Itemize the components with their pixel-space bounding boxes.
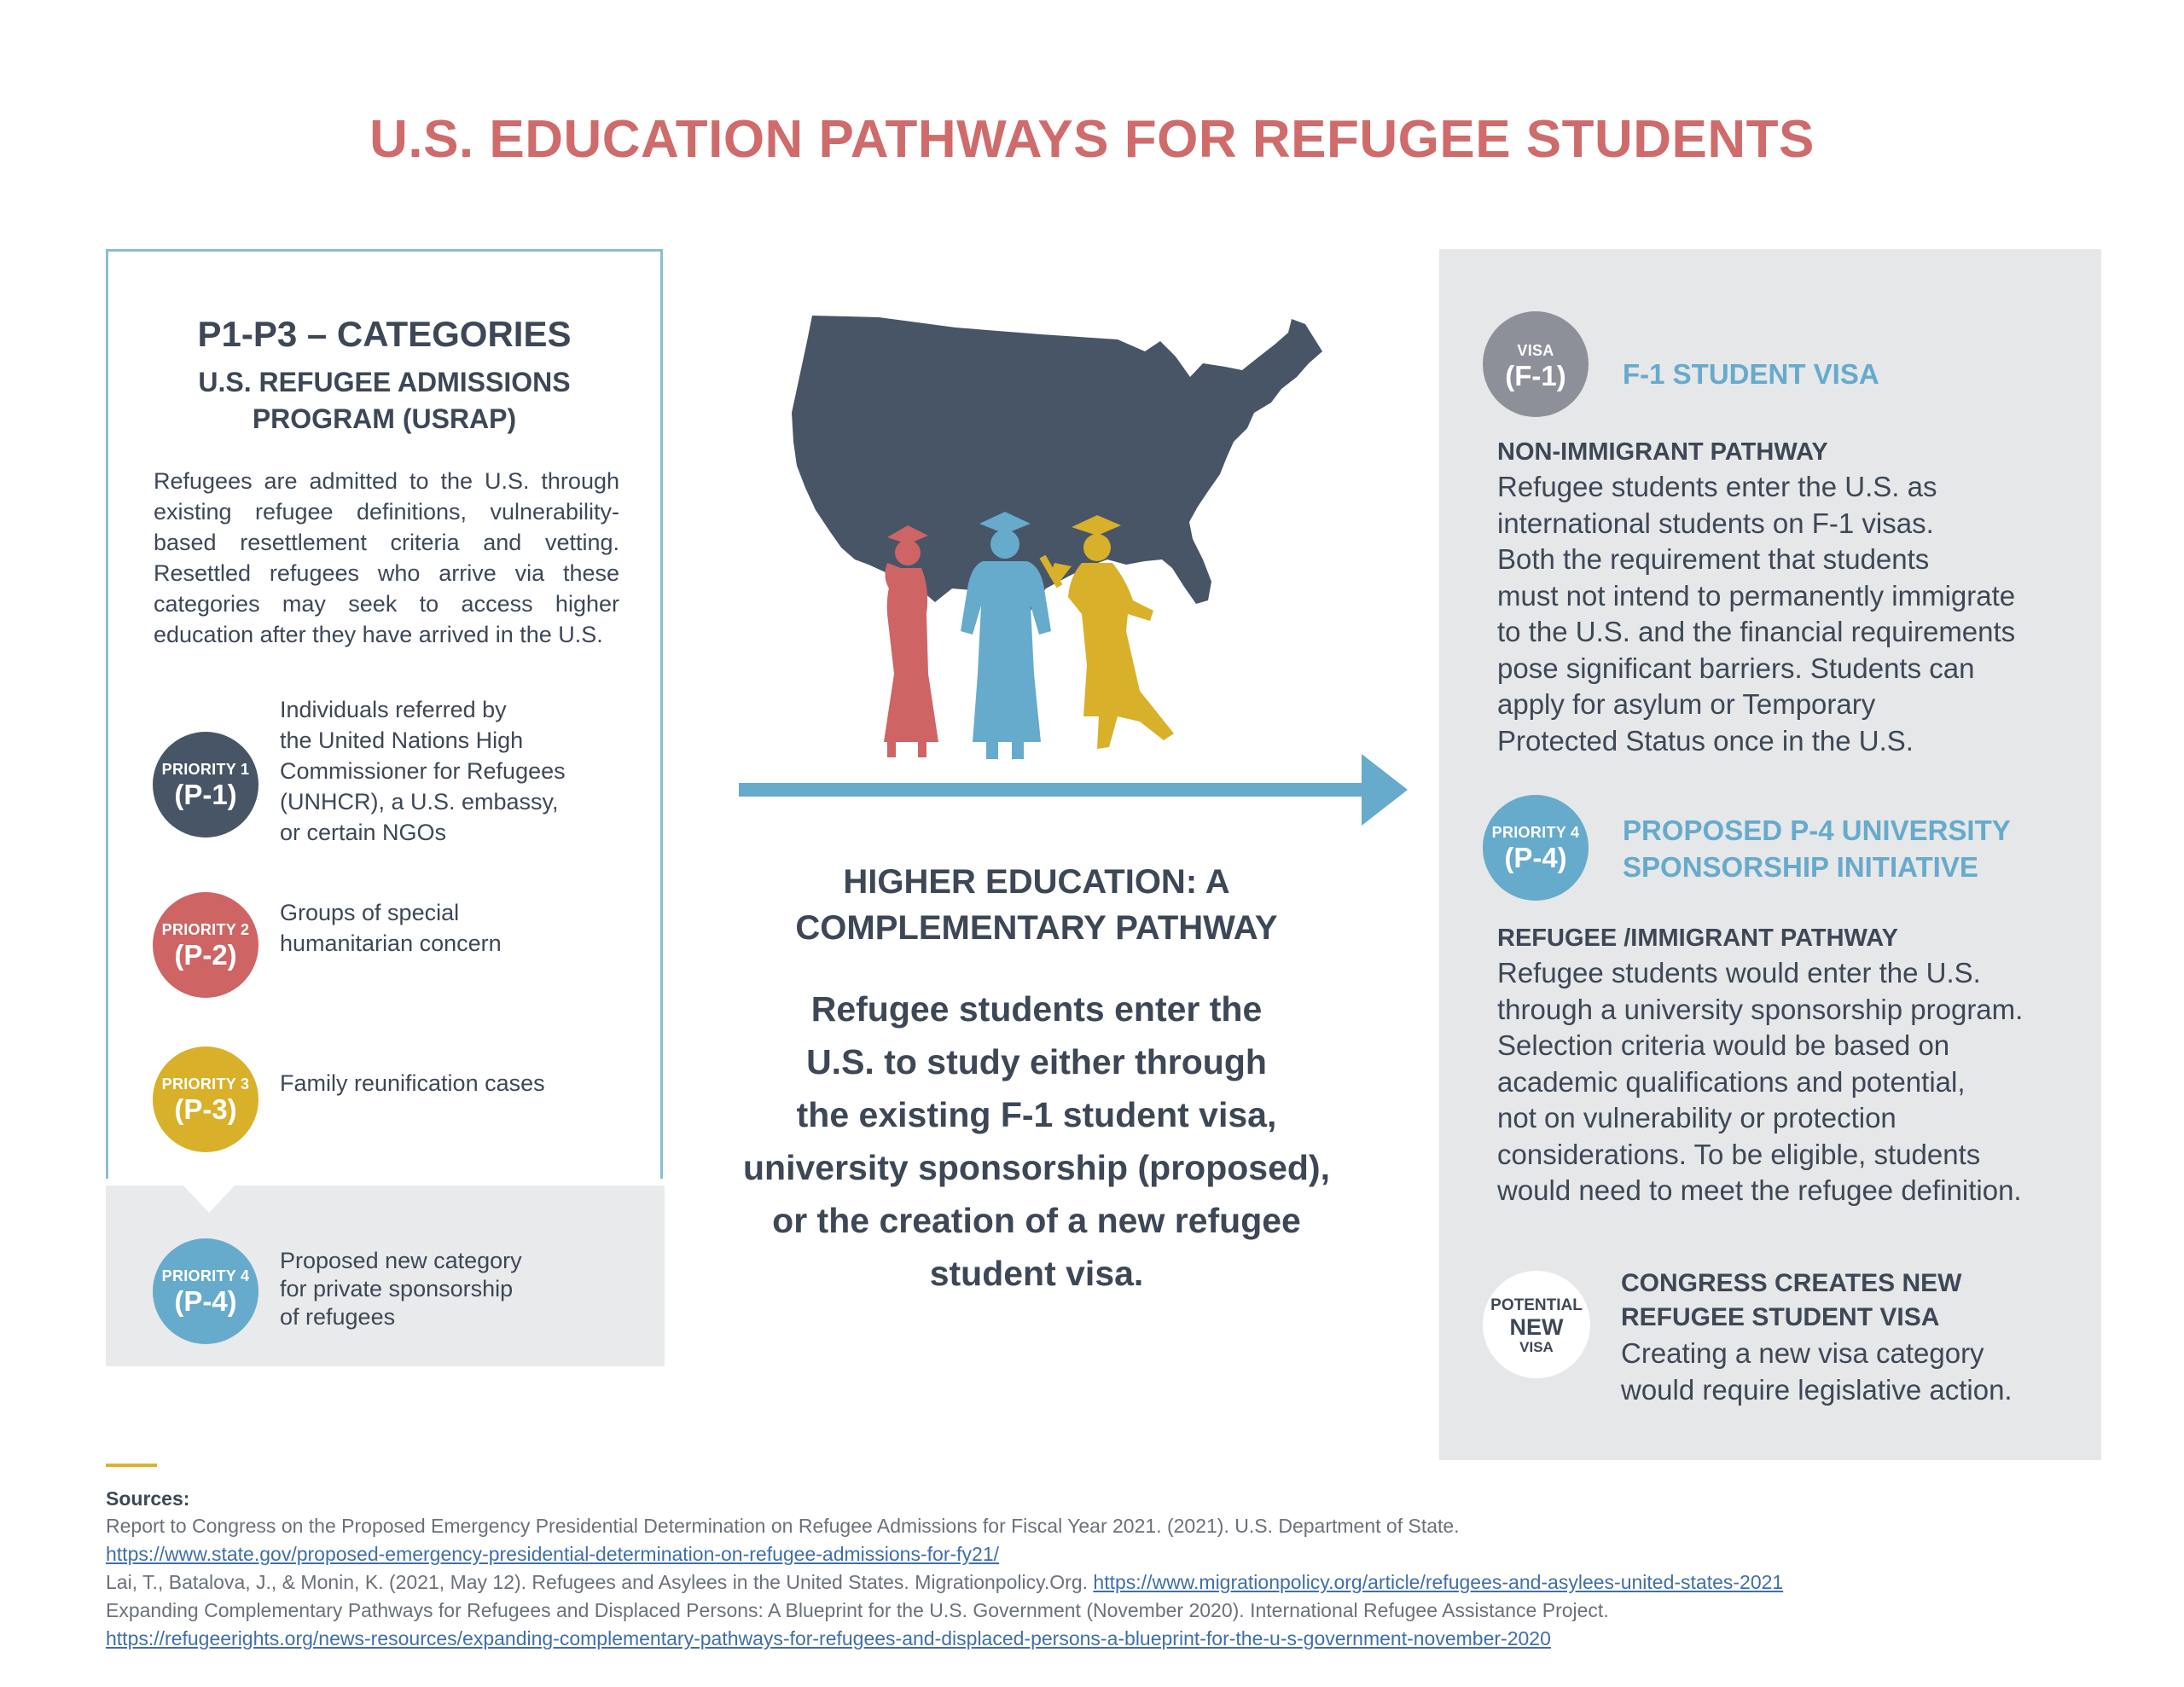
p4-pathway-label: REFUGEE /IMMIGRANT PATHWAY bbox=[1497, 925, 1898, 952]
source-3-link-row bbox=[106, 1627, 1551, 1650]
p4-badge-code: (P-4) bbox=[1504, 842, 1567, 873]
new-visa-badge bbox=[1483, 1271, 1590, 1378]
priority-1-label: PRIORITY 1 bbox=[161, 761, 250, 778]
priority-1-line: or certain NGOs bbox=[280, 820, 447, 845]
f1-body-line: Both the requirement that students bbox=[1497, 543, 1930, 575]
center-heading-line1: HIGHER EDUCATION: A bbox=[843, 863, 1230, 901]
p4-badge-label: PRIORITY 4 bbox=[1491, 824, 1580, 841]
f1-visa-badge bbox=[1483, 311, 1589, 417]
source-2-citation: Lai, T., Batalova, J., & Monin, K. (2021, May 12). Refugees and Asylees in the United States. Migrationpolicy.Org. bbox=[106, 1571, 1089, 1593]
p4-body-line: considerations. To be eligible, students bbox=[1497, 1138, 1981, 1170]
usrap-intro: Refugees are admitted to the U.S. through existing refugee definitions, vulnerability-based resettlement criteria and vetting. Resettled refugees who arrive via these categories may seek to access higher education after they have arrived in the U.S. bbox=[154, 468, 619, 647]
p4-body-line: Refugee students would enter the U.S. bbox=[1497, 957, 1981, 988]
center-body-line: university sponsorship (proposed), bbox=[743, 1148, 1330, 1187]
p4-sponsorship-badge bbox=[1483, 795, 1589, 901]
f1-badge-code: (F-1) bbox=[1505, 360, 1566, 391]
new-visa-badge-line2: NEW bbox=[1509, 1314, 1564, 1340]
pathway-arrow-head bbox=[1362, 754, 1408, 826]
source-3-link[interactable]: https://refugeerights.org/news-resources/expanding-complementary-pathways-for-refugees-and-displaced-persons-a-blueprint-for-the-u-s-government-november-2020 bbox=[106, 1627, 1551, 1649]
usrap-subheading-line1: U.S. REFUGEE ADMISSIONS bbox=[198, 367, 571, 397]
us-map-illustration bbox=[759, 307, 1339, 785]
new-visa-description bbox=[1621, 1336, 2099, 1408]
priority-3-badge bbox=[153, 1046, 258, 1152]
center-description bbox=[734, 983, 1339, 1300]
priority-4-code: (P-4) bbox=[174, 1285, 237, 1317]
priority-4-description bbox=[280, 1247, 522, 1331]
source-1-link[interactable]: https://www.state.gov/proposed-emergency-presidential-determination-on-refugee-admissions-for-fy21/ bbox=[106, 1543, 999, 1565]
source-1-citation: Report to Congress on the Proposed Emergency Presidential Determination on Refugee Admissions for Fiscal Year 2021. (2021). U.S. Department of State. bbox=[106, 1515, 1460, 1537]
f1-body-line: apply for asylum or Temporary bbox=[1497, 688, 1876, 720]
new-visa-title-line1: CONGRESS CREATES NEW bbox=[1621, 1269, 1962, 1297]
f1-badge-label: VISA bbox=[1517, 342, 1554, 359]
center-body-line: the existing F-1 student visa, bbox=[796, 1095, 1277, 1134]
priority-2-line: humanitarian concern bbox=[280, 930, 502, 956]
priority-3-code: (P-3) bbox=[174, 1093, 237, 1125]
center-body-line: Refugee students enter the bbox=[810, 989, 1263, 1029]
sources-label: Sources: bbox=[106, 1487, 190, 1510]
sources-divider bbox=[106, 1464, 157, 1467]
center-body-line: or the creation of a new refugee bbox=[772, 1201, 1301, 1240]
f1-body-line: Protected Status once in the U.S. bbox=[1497, 724, 1914, 757]
f1-body-line: Refugee students enter the U.S. as bbox=[1497, 471, 1937, 502]
p4-body-line: would need to meet the refugee definition. bbox=[1497, 1174, 2022, 1206]
priority-2-line: Groups of special bbox=[280, 900, 460, 925]
center-body-line: U.S. to study either through bbox=[806, 1042, 1267, 1081]
usrap-subheading-line2: PROGRAM (USRAP) bbox=[252, 403, 517, 434]
callout-notch bbox=[183, 1186, 235, 1213]
p4-title-line2: SPONSORSHIP INITIATIVE bbox=[1623, 851, 1978, 883]
f1-description bbox=[1497, 469, 2077, 759]
priority-3-line: Family reunification cases bbox=[280, 1070, 545, 1096]
priority-1-line: the United Nations High bbox=[280, 728, 524, 753]
priority-1-description bbox=[280, 694, 566, 848]
priority-1-line: Individuals referred by bbox=[280, 697, 507, 722]
f1-body-line: to the U.S. and the financial requirements bbox=[1497, 616, 2016, 647]
f1-title: F-1 STUDENT VISA bbox=[1623, 358, 1879, 390]
f1-pathway-label: NON-IMMIGRANT PATHWAY bbox=[1497, 438, 1828, 466]
priority-4-label: PRIORITY 4 bbox=[161, 1267, 250, 1284]
p4-description bbox=[1497, 955, 2077, 1209]
f1-body-line: pose significant barriers. Students can bbox=[1497, 652, 1975, 684]
new-visa-body-line: would require legislative action. bbox=[1621, 1373, 2013, 1406]
priority-4-badge bbox=[153, 1238, 258, 1344]
priority-2-description bbox=[280, 897, 502, 959]
new-visa-badge-line3: VISA bbox=[1519, 1339, 1554, 1355]
p4-body-line: through a university sponsorship program. bbox=[1497, 993, 2024, 1025]
source-3-citation: Expanding Complementary Pathways for Refugees and Displaced Persons: A Blueprint for the U.S. Government (November 2020). International Refugee Assistance Project. bbox=[106, 1599, 1609, 1621]
priority-4-line: Proposed new category bbox=[280, 1248, 522, 1273]
priority-3-description bbox=[280, 1068, 545, 1099]
usrap-heading: P1-P3 – CATEGORIES bbox=[197, 314, 572, 354]
p4-body-line: Selection criteria would be based on bbox=[1497, 1029, 1950, 1061]
priority-1-badge bbox=[153, 732, 258, 838]
p4-body-line: not on vulnerability or protection bbox=[1497, 1102, 1896, 1133]
priority-4-line: for private sponsorship bbox=[280, 1276, 514, 1301]
f1-body-line: must not intend to permanently immigrate bbox=[1497, 579, 2016, 612]
priority-2-code: (P-2) bbox=[174, 939, 237, 971]
new-visa-badge-line1: POTENTIAL bbox=[1490, 1296, 1583, 1314]
new-visa-body-line: Creating a new visa category bbox=[1621, 1337, 1984, 1369]
priority-1-code: (P-1) bbox=[174, 779, 237, 810]
pathway-arrow bbox=[739, 749, 1408, 831]
priority-1-line: (UNHCR), a U.S. embassy, bbox=[280, 789, 559, 815]
source-2-row bbox=[106, 1571, 1783, 1594]
priority-2-label: PRIORITY 2 bbox=[161, 921, 250, 938]
p4-body-line: academic qualifications and potential, bbox=[1497, 1065, 1966, 1098]
priority-1-line: Commissioner for Refugees bbox=[280, 758, 566, 784]
source-1-link-row bbox=[106, 1543, 999, 1566]
pathway-arrow-shaft bbox=[739, 783, 1370, 797]
priority-2-badge bbox=[153, 892, 258, 998]
priority-4-line: of refugees bbox=[280, 1304, 396, 1330]
f1-body-line: international students on F-1 visas. bbox=[1497, 507, 1934, 539]
source-2-link[interactable]: https://www.migrationpolicy.org/article/refugees-and-asylees-united-states-2021 bbox=[1093, 1571, 1784, 1593]
priority-3-label: PRIORITY 3 bbox=[161, 1075, 250, 1093]
page-title: U.S. EDUCATION PATHWAYS FOR REFUGEE STUDENTS bbox=[369, 110, 1815, 169]
center-heading-line2: COMPLEMENTARY PATHWAY bbox=[795, 909, 1278, 947]
new-visa-title-line2: REFUGEE STUDENT VISA bbox=[1621, 1303, 1940, 1331]
p4-title-line1: PROPOSED P-4 UNIVERSITY bbox=[1623, 815, 2011, 846]
center-body-line: student visa. bbox=[929, 1254, 1144, 1293]
